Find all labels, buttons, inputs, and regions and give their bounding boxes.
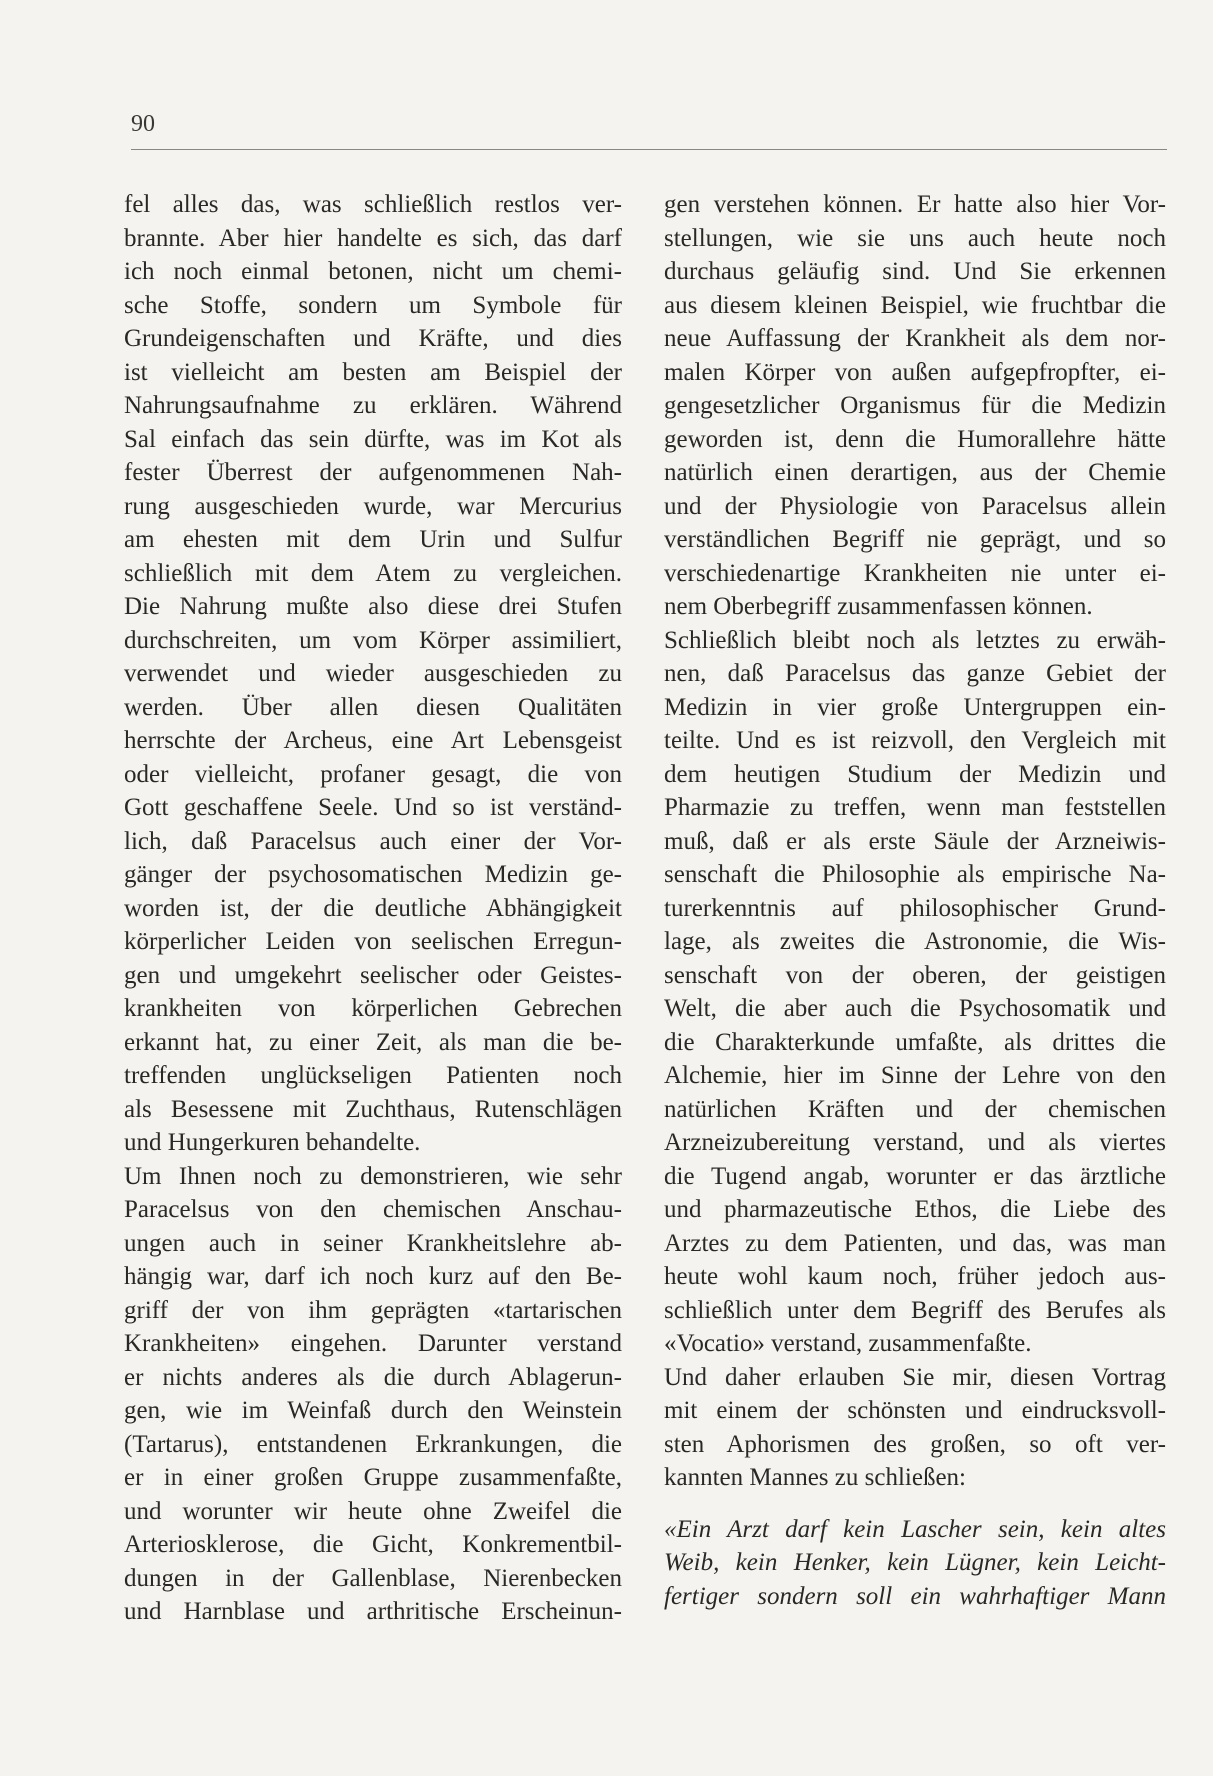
text-line: Nahrungsaufnahme zu erklären. Während <box>124 392 622 419</box>
text-line: schließlich mit dem Atem zu vergleichen. <box>124 559 622 587</box>
text-line: verwendet und wieder ausgeschieden zu <box>124 660 622 687</box>
text-line: Krankheiten» eingehen. Darunter verstand <box>124 1330 622 1357</box>
text-line: brannte. Aber hier handelte es sich, das darf <box>124 224 622 252</box>
text-line: Arztes zu dem Patienten, und das, was man <box>664 1229 1166 1257</box>
text-line: nem Oberbegriff zusammenfassen können. <box>664 593 1093 620</box>
text-line: schließlich unter dem Begriff des Berufes als <box>664 1296 1166 1324</box>
header-rule <box>131 149 1167 150</box>
text-line: herrschte der Archeus, eine Art Lebensgeist <box>124 727 622 754</box>
paragraph-gap <box>664 1495 1166 1513</box>
text-line: und der Physiologie von Paracelsus allein <box>664 492 1166 520</box>
text-line: lich, daß Paracelsus auch einer der Vor- <box>124 827 622 855</box>
text-line: gen, wie im Weinfaß durch den Weinstein <box>124 1397 622 1424</box>
text-line: Die Nahrung mußte also diese drei Stufen <box>124 593 622 620</box>
text-line: mit einem der schönsten und eindrucksvoll- <box>664 1397 1166 1424</box>
text-line: er in einer großen Gruppe zusammenfaßte, <box>124 1464 622 1491</box>
text-line: senschaft die Philosophie als empirische Na- <box>664 861 1166 888</box>
text-line: Arteriosklerose, die Gicht, Konkrementbil- <box>124 1531 622 1558</box>
text-line: die Tugend angab, worunter er das ärztliche <box>664 1162 1166 1190</box>
text-line: gen verstehen können. Er hatte also hier Vor- <box>664 191 1166 218</box>
text-line: neue Auffassung der Krankheit als dem nor- <box>664 325 1166 352</box>
text-line: lage, als zweites die Astronomie, die Wis- <box>664 928 1166 955</box>
text-line: stellungen, wie sie uns auch heute noch <box>664 224 1166 252</box>
left-column <box>124 188 622 1629</box>
text-line: sten Aphorismen des großen, so oft ver- <box>664 1430 1166 1458</box>
text-line: erkannt hat, zu einer Zeit, als man die be- <box>124 1028 622 1056</box>
text-line: Gott geschaffene Seele. Und so ist verständ- <box>124 794 622 821</box>
text-line: am ehesten mit dem Urin und Sulfur <box>124 526 622 553</box>
text-line: hängig war, darf ich noch kurz auf den Be- <box>124 1263 622 1290</box>
text-line: Und daher erlauben Sie mir, diesen Vortrag <box>664 1363 1166 1391</box>
text-line: griff der von ihm geprägten «tartarischen <box>124 1296 622 1324</box>
quote-line: fertiger sondern soll ein wahrhaftiger Mann <box>664 1582 1166 1610</box>
text-line: Pharmazie zu treffen, wenn man feststellen <box>664 794 1166 821</box>
quote-line: Weib, kein Henker, kein Lügner, kein Leicht- <box>664 1549 1166 1576</box>
text-line: durchaus geläufig sind. Und Sie erkennen <box>664 258 1166 285</box>
text-line: senschaft von der oberen, der geistigen <box>664 961 1166 989</box>
text-line: als Besessene mit Zuchthaus, Rutenschlägen <box>124 1095 622 1123</box>
text-line: natürlichen Kräften und der chemischen <box>664 1095 1166 1123</box>
text-line: aus diesem kleinen Beispiel, wie fruchtbar die <box>664 291 1166 319</box>
text-line: durchschreiten, um vom Körper assimiliert, <box>124 626 622 654</box>
text-line: Paracelsus von den chemischen Anschau- <box>124 1196 622 1223</box>
text-line: verschiedenartige Krankheiten nie unter ei- <box>664 559 1166 587</box>
text-line: Grundeigenschaften und Kräfte, und dies <box>124 325 622 352</box>
text-line: nen, daß Paracelsus das ganze Gebiet der <box>664 660 1166 687</box>
text-line: teilte. Und es ist reizvoll, den Vergleich mit <box>664 727 1166 754</box>
text-line: oder vielleicht, profaner gesagt, die von <box>124 760 622 788</box>
text-line: (Tartarus), entstandenen Erkrankungen, die <box>124 1430 622 1458</box>
right-column <box>664 188 1166 1613</box>
text-line: Welt, die aber auch die Psychosomatik und <box>664 995 1166 1022</box>
text-line: treffenden unglückseligen Patienten noch <box>124 1062 622 1089</box>
text-line: geworden ist, denn die Humorallehre hätte <box>664 425 1166 453</box>
text-line: ich noch einmal betonen, nicht um chemi- <box>124 258 622 285</box>
text-line: worden ist, der die deutliche Abhängigkeit <box>124 894 622 922</box>
quote-block <box>664 1513 1166 1614</box>
text-line: kannten Mannes zu schließen: <box>664 1464 966 1491</box>
text-line: und pharmazeutische Ethos, die Liebe des <box>664 1196 1166 1223</box>
text-line: er nichts anderes als die durch Ablagerun- <box>124 1363 622 1391</box>
text-line: ist vielleicht am besten am Beispiel der <box>124 358 622 386</box>
text-line: Arzneizubereitung verstand, und als viertes <box>664 1129 1166 1156</box>
text-line: die Charakterkunde umfaßte, als drittes die <box>664 1028 1166 1056</box>
text-line: verständlichen Begriff nie geprägt, und so <box>664 526 1166 553</box>
text-line: krankheiten von körperlichen Gebrechen <box>124 995 622 1022</box>
text-line: heute wohl kaum noch, früher jedoch aus- <box>664 1263 1166 1290</box>
text-line: sche Stoffe, sondern um Symbole für <box>124 291 622 319</box>
text-line: werden. Über allen diesen Qualitäten <box>124 693 622 721</box>
text-line: Alchemie, hier im Sinne der Lehre von den <box>664 1062 1166 1089</box>
text-line: körperlicher Leiden von seelischen Erregun- <box>124 928 622 955</box>
text-line: Medizin in vier große Untergruppen ein- <box>664 693 1166 721</box>
text-line: rung ausgeschieden wurde, war Mercurius <box>124 492 622 520</box>
text-line: fester Überrest der aufgenommenen Nah- <box>124 459 622 486</box>
text-line: gengesetzlicher Organismus für die Medizin <box>664 392 1166 419</box>
text-line: und worunter wir heute ohne Zweifel die <box>124 1497 622 1525</box>
text-line: fel alles das, was schließlich restlos ver- <box>124 191 622 218</box>
text-line: «Vocatio» verstand, zusammenfaßte. <box>664 1330 1032 1357</box>
text-line: muß, daß er als erste Säule der Arzneiwis- <box>664 827 1166 855</box>
text-line: natürlich einen derartigen, aus der Chemie <box>664 459 1166 486</box>
text-line: dem heutigen Studium der Medizin und <box>664 760 1166 788</box>
text-line: dungen in der Gallenblase, Nierenbecken <box>124 1564 622 1592</box>
page-number: 90 <box>131 111 155 137</box>
text-line: turerkenntnis auf philosophischer Grund- <box>664 894 1166 922</box>
text-line: Sal einfach das sein dürfte, was im Kot als <box>124 425 622 453</box>
text-line: gen und umgekehrt seelischer oder Geistes- <box>124 961 622 989</box>
text-line: gänger der psychosomatischen Medizin ge- <box>124 861 622 888</box>
text-line: und Harnblase und arthritische Erscheinun- <box>124 1598 622 1625</box>
text-line: ungen auch in seiner Krankheitslehre ab- <box>124 1229 622 1257</box>
text-line: malen Körper von außen aufgepfropfter, ei- <box>664 358 1166 386</box>
quote-line: «Ein Arzt darf kein Lascher sein, kein altes <box>664 1515 1166 1543</box>
text-line: Schließlich bleibt noch als letztes zu erwäh- <box>664 626 1166 654</box>
text-line: Um Ihnen noch zu demonstrieren, wie sehr <box>124 1162 622 1190</box>
text-line: und Hungerkuren behandelte. <box>124 1129 421 1156</box>
